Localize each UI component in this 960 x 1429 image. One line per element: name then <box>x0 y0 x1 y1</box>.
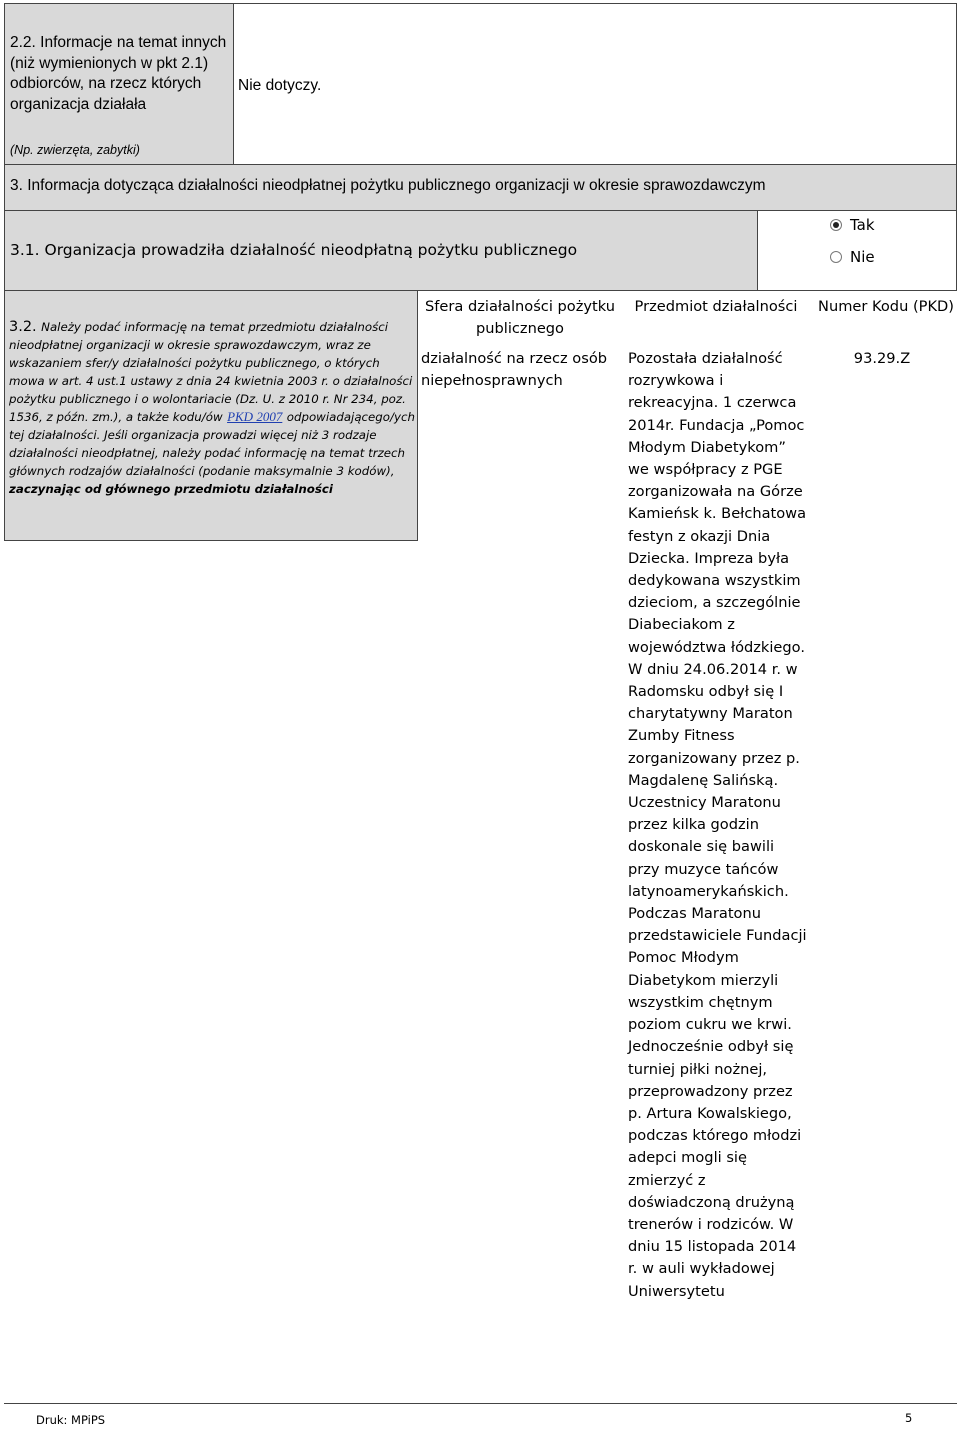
section-3-heading-cell <box>4 165 957 211</box>
row-sphere: działalność na rzecz osób niepełnosprawnych <box>421 350 608 390</box>
radio-option-nie[interactable] <box>830 248 875 266</box>
section-3-heading: 3. Informacja dotycząca działalności nieodpłatnej pożytku publicznego organizacji w okresie sprawozdawczym <box>10 177 766 194</box>
pkd-2007-link[interactable]: PKD 2007 <box>227 409 283 424</box>
section-3-2-instruction <box>9 318 419 498</box>
header-subject: Przedmiot działalności <box>634 298 798 315</box>
footer-page-number: 5 <box>905 1411 913 1425</box>
section-3-2-instruction-cell <box>4 291 418 541</box>
section-2-2-note: (Np. zwierzęta, zabytki) <box>10 143 140 157</box>
section-2-2-label-cell <box>4 3 234 165</box>
section-2-2-answer: Nie dotyczy. <box>238 77 322 94</box>
radio-tak[interactable] <box>830 219 842 231</box>
row-code: 93.29.Z <box>853 350 911 367</box>
row-subject: Pozostała działalność rozrywkowa i rekreacyjna. 1 czerwca 2014r. Fundacja „Pomoc Młodym Diabetykom” we współpracy z PGE zorganizowała na Górze Kamieńsk k. Bełchatowa festyn z okazji Dnia Dziecka. Impreza była dedykowana wszystkim dzieciom, a szczególnie Diabeciakom z województwa łódzkiego. W dniu 24.06.2014 r. w Radomsku odbył się I charytatywny Maraton Zumby Fitness zorganizowany przez p. Magdalenę Salińską. Uczestnicy Maratonu przez kilka godzin doskonale się bawili przy muzyce tańców latynoamerykańskich. Podczas Maratonu przedstawiciele Fundacji Pomoc Młodym Diabetykom mierzyli wszystkim chętnym poziom cukru we krwi. Jednocześnie odbył się turniej piłki nożnej, przeprowadzony przez p. Artura Kowalskiego, podczas którego młodzi adepci mogli się zmierzyć z doświadczoną drużyną trenerów i rodziców. W dniu 15 listopada 2014 r. w auli wykładowej Uniwersytetu <box>628 350 807 1300</box>
radio-option-tak[interactable] <box>830 216 875 234</box>
section-3-2-number: 3.2. <box>9 319 37 335</box>
radio-nie-label: Nie <box>850 248 875 266</box>
radio-tak-label: Tak <box>850 216 875 234</box>
footer-rule <box>4 1403 957 1404</box>
section-3-2-text-c: zaczynając od głównego przedmiotu działalności <box>9 482 333 496</box>
footer-print-label: Druk: MPiPS <box>36 1413 106 1427</box>
section-3-1-label: 3.1. Organizacja prowadziła działalność nieodpłatną pożytku publicznego <box>10 241 578 259</box>
section-3-2-text-a: Należy podać informację na temat przedmiotu działalności nieodpłatnej organizacji w okresie sprawozdawczym, wraz ze wskazaniem sfer/y działalności pożytku publicznego, o których mowa w art. 4 ust.1 ustawy z dnia 24 kwietnia 2003 r. o działalności pożytku publicznego i o wolontariacie (Dz. U. z 2010 r. Nr 234, poz. 1536, z późn. zm.), a także kodu/ów <box>9 320 413 424</box>
section-3-1-options-cell <box>757 211 957 291</box>
radio-nie[interactable] <box>830 251 842 263</box>
section-2-2-heading: 2.2. Informacje na temat innych (niż wymienionych w pkt 2.1) odbiorców, na rzecz których organizacja działała <box>10 34 227 113</box>
section-3-2-text-b: odpowiadającego/ych tej działalności. Jeśli organizacja prowadzi więcej niż 3 rodzaje działalności nieodpłatnej, należy podać informację na temat trzech głównych rodzajów działalności (podanie maksymalnie 3 kodów), <box>9 410 415 478</box>
header-code: Numer Kodu (PKD) <box>818 298 954 315</box>
header-sphere: Sfera działalności pożytku publicznego <box>425 298 615 338</box>
section-3-1-label-cell <box>4 211 758 291</box>
section-2-2-answer-cell <box>233 3 957 165</box>
